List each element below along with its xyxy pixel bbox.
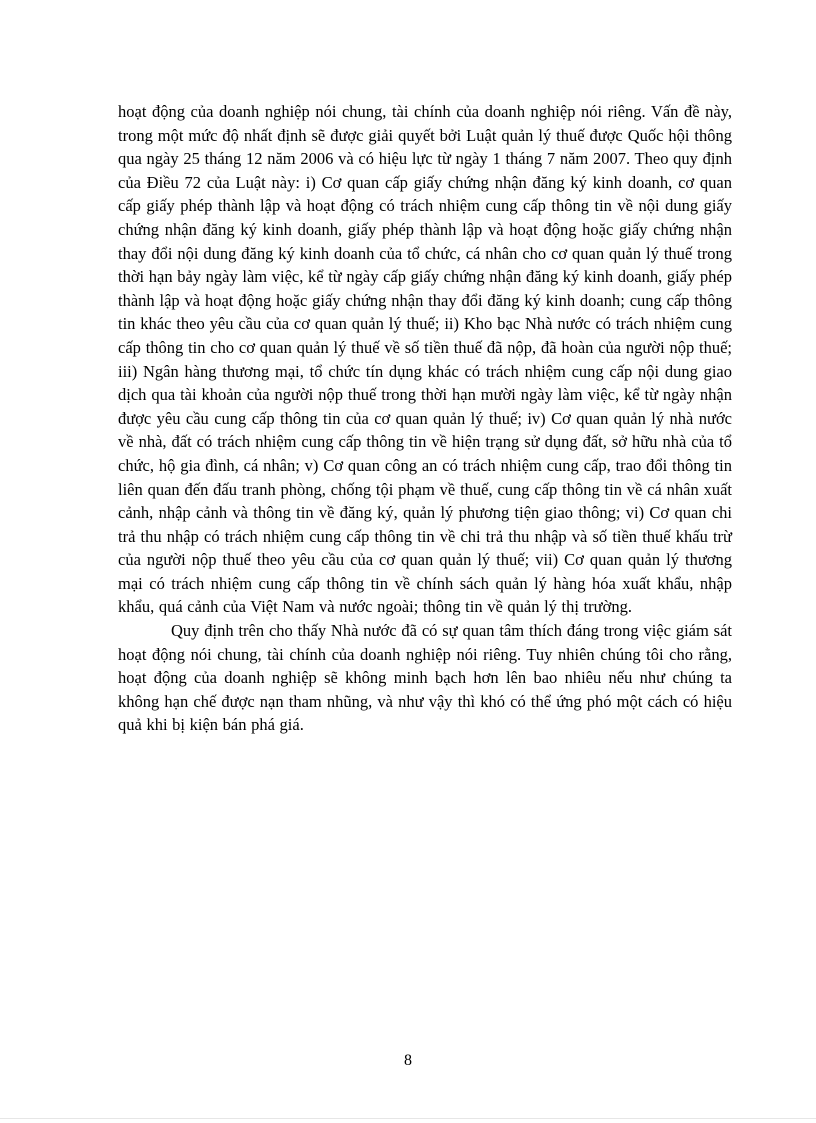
page-bottom-divider [0, 1118, 816, 1119]
paragraph-tax-law-provisions: hoạt động của doanh nghiệp nói chung, tài chính của doanh nghiệp nói riêng. Vấn đề này, trong một mức độ nhất định sẽ được giải quyết bởi Luật quản lý thuế được Quốc hội thông qua ngày 25 tháng 12 năm 2006 và có hiệu lực từ ngày 1 tháng 7 năm 2007. Theo quy định của Điều 72 của Luật này: i) Cơ quan cấp giấy chứng nhận đăng ký kinh doanh, cơ quan cấp giấy phép thành lập và hoạt động có trách nhiệm cung cấp thông tin về nội dung giấy chứng nhận đăng ký kinh doanh, giấy phép thành lập và hoạt động hoặc giấy chứng nhận thay đổi nội dung đăng ký kinh doanh của tổ chức, cá nhân cho cơ quan quản lý thuế trong thời hạn bảy ngày làm việc, kể từ ngày cấp giấy chứng nhận đăng ký kinh doanh, giấy phép thành lập và hoạt động hoặc giấy chứng nhận thay đổi đăng ký kinh doanh; cung cấp thông tin khác theo yêu cầu của cơ quan quản lý thuế; ii) Kho bạc Nhà nước có trách nhiệm cung cấp thông tin cho cơ quan quản lý thuế về số tiền thuế đã nộp, đã hoàn của người nộp thuế; iii) Ngân hàng thương mại, tổ chức tín dụng khác có trách nhiệm cung cấp nội dung giao dịch qua tài khoản của người nộp thuế trong thời hạn mười ngày làm việc, kể từ ngày nhận được yêu cầu cung cấp thông tin của cơ quan quản lý thuế; iv) Cơ quan quản lý nhà nước về nhà, đất có trách nhiệm cung cấp thông tin về hiện trạng sử dụng đất, sở hữu nhà của tổ chức, hộ gia đình, cá nhân; v) Cơ quan công an có trách nhiệm cung cấp, trao đổi thông tin liên quan đến đấu tranh phòng, chống tội phạm về thuế, cung cấp thông tin về cá nhân xuất cảnh, nhập cảnh và thông tin về đăng ký, quản lý phương tiện giao thông; vi) Cơ quan chi trả thu nhập có trách nhiệm cung cấp thông tin về chi trả thu nhập và số tiền thuế khấu trừ của người nộp thuế theo yêu cầu của cơ quan quản lý thuế; vii) Cơ quan quản lý thương mại có trách nhiệm cung cấp thông tin về chính sách quản lý hàng hóa xuất khẩu, nhập khẩu, quá cảnh của Việt Nam và nước ngoài; thông tin về quản lý thị trường. [118, 102, 732, 617]
page-number: 8 [404, 1052, 412, 1069]
paragraph-conclusion: Quy định trên cho thấy Nhà nước đã có sự quan tâm thích đáng trong việc giám sát hoạt động nói chung, tài chính của doanh nghiệp nói riêng. Tuy nhiên chúng tôi cho rằng, hoạt động của doanh nghiệp sẽ không minh bạch hơn lên bao nhiêu nếu như chúng ta không hạn chế được nạn tham nhũng, và như vậy thì khó có thể ứng phó một cách có hiệu quả khi bị kiện bán phá giá. [118, 621, 732, 735]
body-text [118, 100, 732, 737]
